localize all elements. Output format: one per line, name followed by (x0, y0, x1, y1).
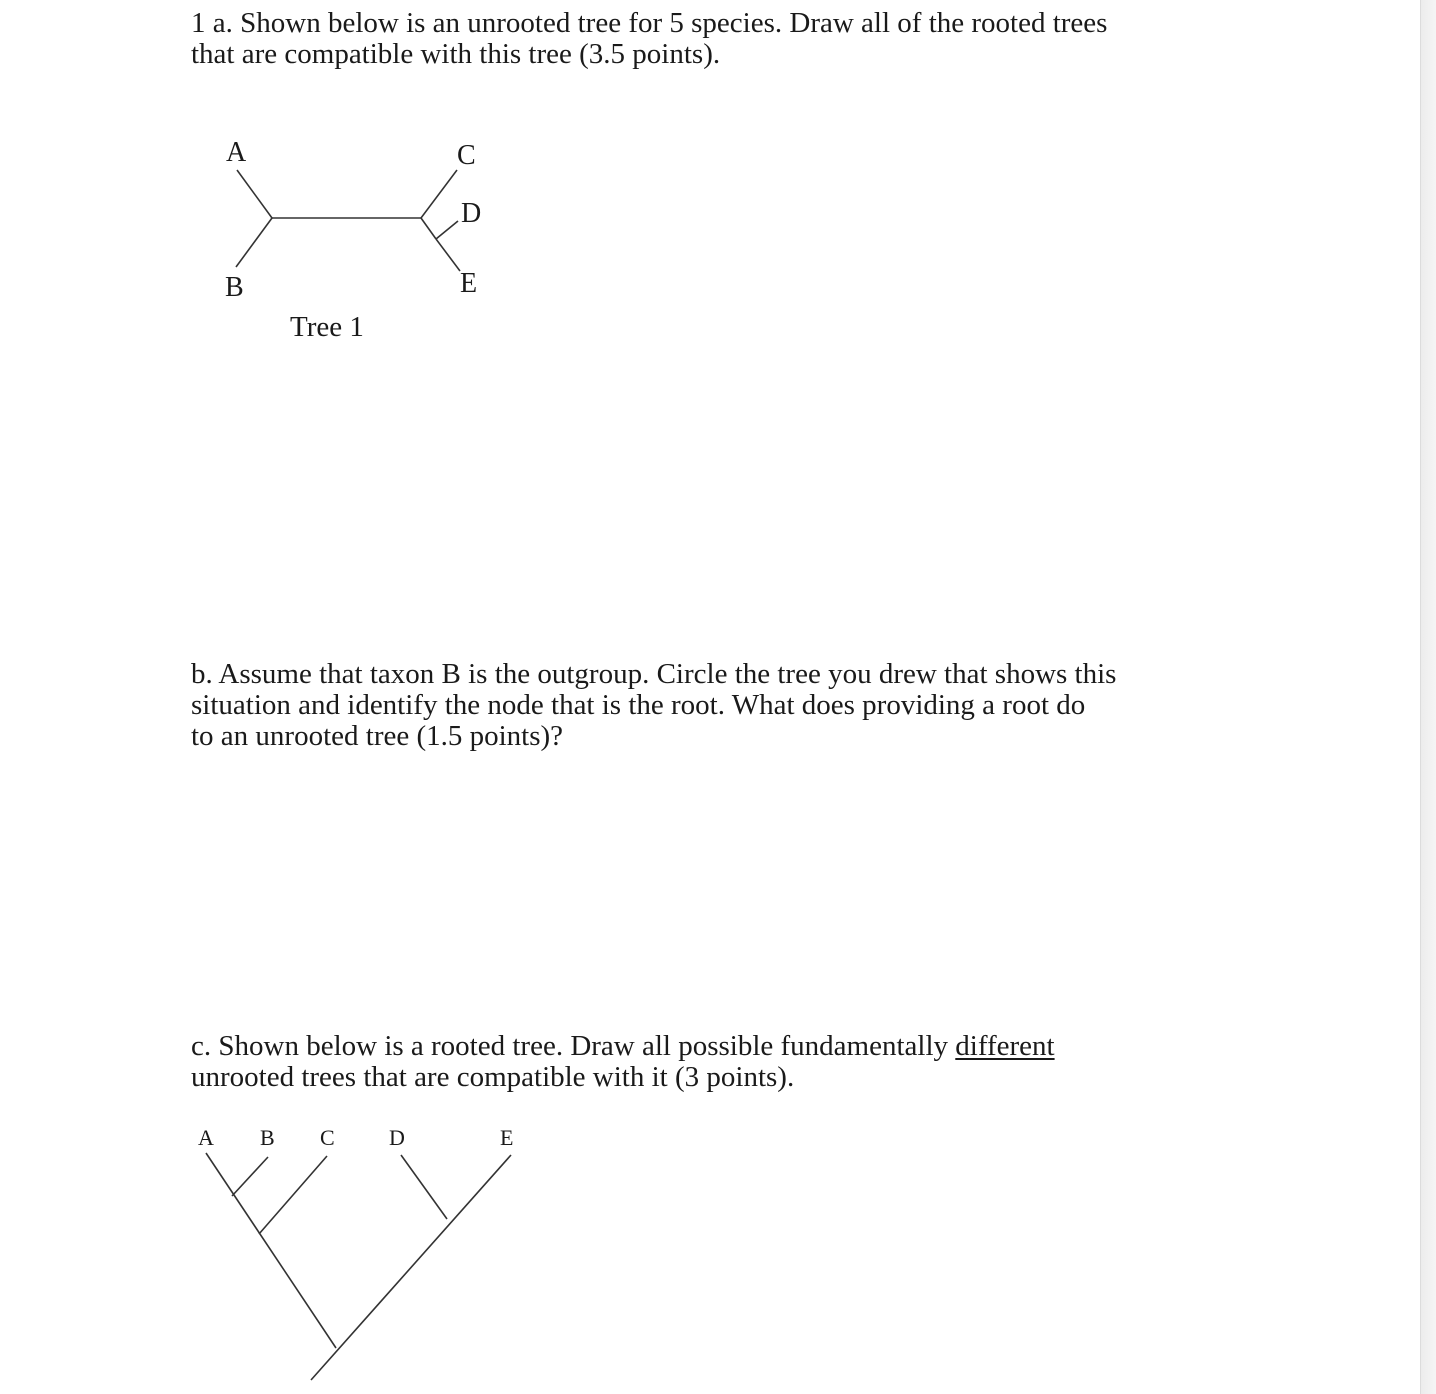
tree1-label-a: A (226, 137, 247, 168)
tree1-label-b: B (225, 272, 244, 303)
question-1c-line-2: unrooted trees that are compatible with it (3 points). (191, 1061, 795, 1093)
tree1-label-c: C (457, 140, 476, 171)
question-1c-text (191, 1031, 1271, 1093)
tree1-label-e: E (460, 268, 478, 299)
rooted-tree-label-b: B (260, 1125, 275, 1150)
tree1-branch-e (436, 239, 460, 271)
rooted-tree-label-d: D (389, 1125, 405, 1150)
rooted-tree-branch-a (206, 1153, 336, 1348)
rooted-tree-label-c: C (320, 1125, 335, 1150)
underlined-word-different: different (955, 1030, 1055, 1062)
question-1b-line-1: b. Assume that taxon B is the outgroup. Circle the tree you drew that shows this (191, 658, 1117, 690)
tree1-caption: Tree 1 (290, 311, 364, 343)
rooted-tree-branch-e (311, 1155, 511, 1380)
question-1b-line-2: situation and identify the node that is the root. What does providing a root do (191, 689, 1086, 721)
question-1a-line-2: that are compatible with this tree (3.5 points). (191, 38, 721, 70)
question-1c-line-1 (191, 1031, 1271, 1062)
question-1a-line-1: 1 a. Shown below is an unrooted tree for 5 species. Draw all of the rooted trees (191, 7, 1108, 39)
tree1-label-d: D (461, 198, 482, 229)
question-1b-text (191, 659, 1271, 752)
rooted-tree-label-a: A (198, 1125, 214, 1150)
tree1-branch-a (237, 170, 272, 218)
tree1-branch-b (236, 218, 272, 267)
rooted-tree-label-e: E (500, 1125, 514, 1150)
unrooted-tree-diagram (0, 0, 1436, 400)
tree1-branch-d (436, 221, 458, 239)
rooted-tree-branch-d (401, 1155, 447, 1219)
question-1c-line-1-prefix: c. Shown below is a rooted tree. Draw all possible fundamentally (191, 1030, 956, 1062)
rooted-tree-branch-b (232, 1157, 268, 1196)
tree1-branch-de-stem (421, 218, 436, 239)
tree1-branch-c (421, 170, 457, 218)
rooted-tree-branch-c (259, 1156, 327, 1234)
question-1b-line-3: to an unrooted tree (1.5 points)? (191, 720, 564, 752)
